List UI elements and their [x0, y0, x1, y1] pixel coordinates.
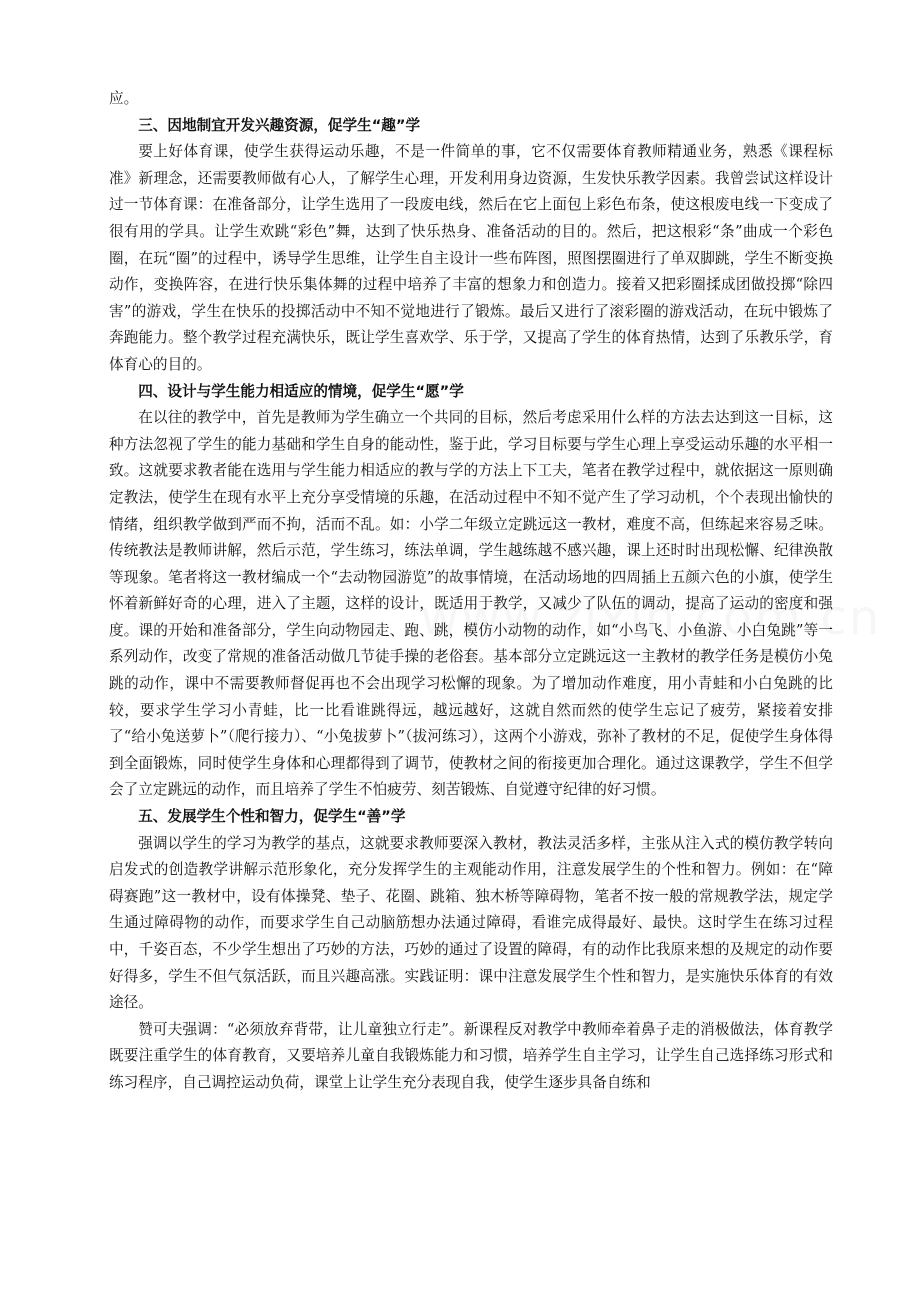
- paragraph-section-5: 强调以学生的学习为教学的基点，这就要求教师要深入教材，教法灵活多样，主张从注入式的模仿教学转向启发式的创造教学讲解示范形象化，充分发挥学生的主观能动作用，注意发展学生的个性和智力。例如：在“障碍赛跑”这一教材中，设有体操凳、垫子、花圈、跳箱、独木桥等障碍物，笔者不按一般的常规教学法，规定学生通过障碍物的动作，而要求学生自己动脑筋想办法通过障碍，看谁完成得最好、最快。这时学生在练习过程中，千姿百态，不少学生想出了巧妙的方法，巧妙的通过了设置的障碍，有的动作比我原来想的及规定的动作要好得多，学生不但气氛活跃，而且兴趣高涨。实践证明：课中注意发展学生个性和智力，是实施快乐体育的有效途径。: [109, 834, 833, 1012]
- paragraph-section-4: 在以往的教学中，首先是教师为学生确立一个共同的目标，然后考虑采用什么样的方法去达到这一目标，这种方法忽视了学生的能力基础和学生自身的能动性，鉴于此，学习目标要与学生心理上享受运动乐趣的水平相一致。这就要求教者能在选用与学生能力相适应的教与学的方法上下工夫，笔者在教学过程中，就依据这一原则确定教法，使学生在现有水平上充分享受情境的乐趣，在活动过程中不知不觉产生了学习动机，个个表现出愉快的情绪，组织教学做到严而不拘，活而不乱。如：小学二年级立定跳远这一教材，难度不高，但练起来容易乏味。传统教法是教师讲解，然后示范，学生练习，练法单调，学生越练越不感兴趣，课上还时时出现松懈、纪律涣散等现象。笔者将这一教材编成一个“去动物园游览”的故事情境，在活动场地的四周插上五颜六色的小旗，使学生怀着新鲜好奇的心理，进入了主题，这样的设计，既适用于教学，又减少了队伍的调动，提高了运动的密度和强度。课的开始和准备部分，学生向动物园走、跑、跳，模仿小动物的动作，如“小鸟飞、小鱼游、小白兔跳”等一系列动作，改变了常规的准备活动做几节徒手操的老俗套。基本部分立定跳远这一主教材的教学任务是模仿小兔跳的动作，课中不需要教师督促再也不会出现学习松懈的现象。为了增加动作难度，用小青蛙和小白兔跳的比较，要求学生学习小青蛙，比一比看谁跳得远，越远越好，这就自然而然的使学生忘记了疲劳，紧接着安排了“给小兔送萝卜”（爬行接力）、“小兔拔萝卜”（拔河练习），这两个小游戏，弥补了教材的不足，促使学生身体得到全面锻炼，同时使学生身体和心理都得到了调节，使教材之间的衔接更加合理化。通过这课教学，学生不但学会了立定跳远的动作，而且培养了学生不怕疲劳、刻苦锻炼、自觉遵守纪律的好习惯。: [109, 409, 833, 799]
- paragraph-section-3: 要上好体育课，使学生获得运动乐趣，不是一件简单的事，它不仅需要体育教师精通业务，熟悉《课程标准》新理念，还需要教师做有心人，了解学生心理，开发利用身边资源，生发快乐教学因素。我曾尝试这样设计过一节体育课：在准备部分，让学生选用了一段废电线，然后在它上面包上彩色布条，使这根废电线一下变成了很有用的学具。让学生欢跳“彩色”舞，达到了快乐热身、准备活动的目的。然后，把这根彩“条”曲成一个彩色圈，在玩“圈”的过程中，诱导学生思维，让学生自主设计一些布阵图，照图摆圈进行了单双脚跳，学生不断变换动作，变换阵容，在进行快乐集体舞的过程中培养了丰富的想象力和创造力。接着又把彩圈揉成团做投掷“除四害”的游戏，学生在快乐的投掷活动中不知不觉地进行了锻炼。最后又进行了滚彩圈的游戏活动，在玩中锻炼了奔跑能力。整个教学过程充满快乐，既让学生喜欢学、乐于学，又提高了学生的体育热情，达到了乐教乐学，育体育心的目的。: [109, 143, 833, 373]
- paragraph-zankov: 赞可夫强调：“必须放弃背带，让儿童独立行走”。新课程反对教学中教师牵着鼻子走的消极做法，体育教学既要注重学生的体育教育，又要培养儿童自我锻炼能力和习惯，培养学生自主学习，让学生自己选择练习形式和练习程序，自己调控运动负荷，课堂上让学生充分表现自我，使学生逐步具备自练和: [109, 1020, 833, 1091]
- document-body: [109, 86, 833, 1097]
- section-heading-5: 五、发展学生个性和智力，促学生“善”学: [138, 808, 406, 826]
- section-heading-4: 四、设计与学生能力相适应的情境，促学生“愿”学: [138, 382, 464, 400]
- paragraph-continuation: 应。: [109, 90, 139, 107]
- section-heading-3: 三、因地制宜开发兴趣资源，促学生“趣”学: [138, 116, 421, 134]
